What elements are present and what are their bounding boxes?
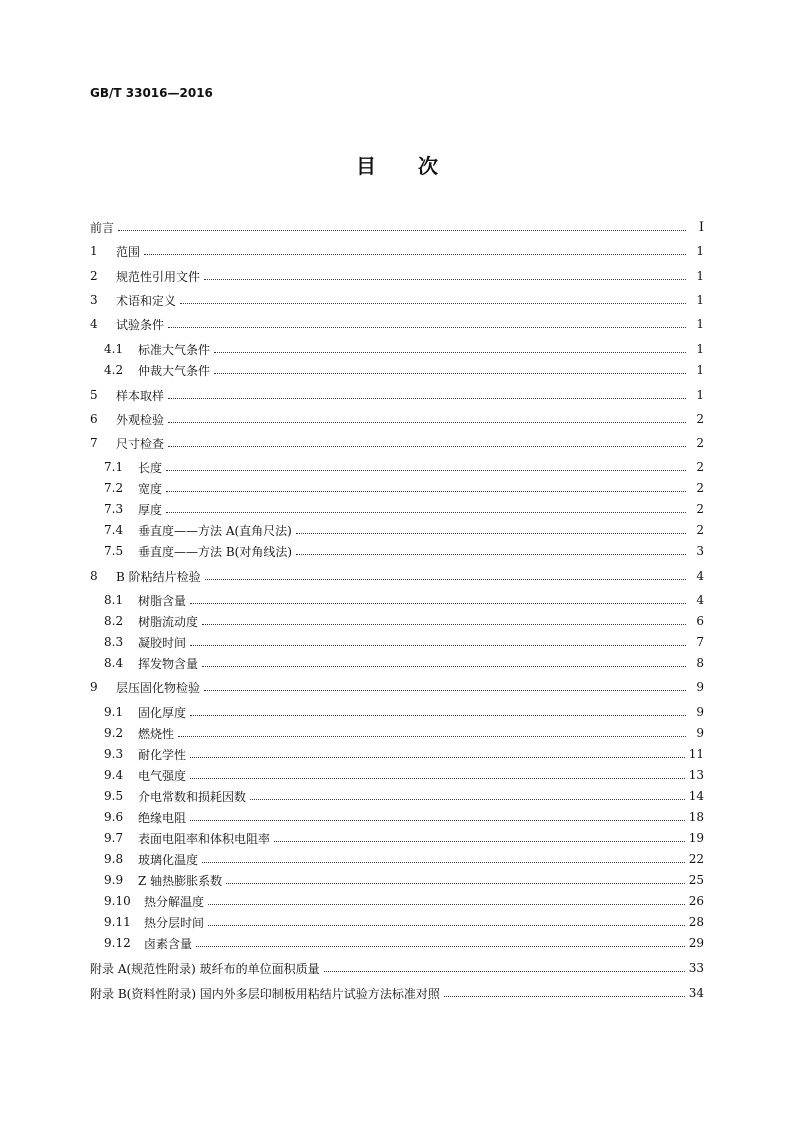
- dot-leader: [190, 777, 685, 779]
- toc-entry-number: 9.5: [104, 789, 124, 803]
- toc-entry[interactable]: [90, 241, 704, 261]
- toc-entry[interactable]: [90, 290, 704, 310]
- toc-entry-page: 2: [696, 460, 704, 474]
- toc-entry-page: 2: [696, 502, 704, 516]
- toc-entry-number: 9.9: [104, 873, 124, 887]
- toc-entry-page: 2: [696, 412, 704, 426]
- toc-entry-page: 18: [688, 810, 704, 824]
- toc-entry-title: 附录 B(资料性附录) 国内外多层印制板用粘结片试验方法标准对照: [90, 986, 440, 1001]
- toc-entry[interactable]: [104, 912, 704, 932]
- toc-entry-page: 1: [696, 363, 704, 377]
- toc-entry-number: 7.2: [104, 481, 124, 495]
- toc-entry[interactable]: [104, 611, 704, 631]
- toc-entry[interactable]: [90, 385, 704, 405]
- toc-entry-page: 2: [696, 481, 704, 495]
- toc-entry-number: 6: [90, 412, 98, 426]
- toc-entry[interactable]: [90, 983, 704, 1003]
- toc-entry-number: 3: [90, 293, 98, 307]
- toc-entry[interactable]: [104, 702, 704, 722]
- dot-leader: [190, 714, 686, 716]
- toc-entry-title: Z 轴热膨胀系数: [138, 873, 223, 888]
- dot-leader: [180, 302, 686, 304]
- toc-entry-page: 22: [688, 852, 704, 866]
- toc-entry-page: 34: [688, 986, 704, 1000]
- dot-leader: [208, 924, 685, 926]
- toc-entry-number: 8.1: [104, 593, 124, 607]
- dot-leader: [166, 490, 686, 492]
- toc-entry-title: 树脂含量: [138, 593, 187, 608]
- dot-leader: [202, 623, 686, 625]
- toc-entry-title: 外观检验: [116, 412, 165, 427]
- toc-entry-title: 尺寸检查: [116, 436, 165, 451]
- dot-leader: [444, 995, 685, 997]
- dot-leader: [214, 372, 686, 374]
- toc-title-part1: 目: [356, 154, 376, 178]
- dot-leader: [166, 469, 686, 471]
- toc-entry[interactable]: [104, 723, 704, 743]
- dot-leader: [118, 229, 686, 231]
- toc-entry-page: 26: [688, 894, 704, 908]
- dot-leader: [226, 882, 685, 884]
- toc-entry[interactable]: [104, 933, 704, 953]
- toc-entry-page: 1: [696, 388, 704, 402]
- toc-entry-title: 层压固化物检验: [116, 680, 201, 695]
- toc-entry-number: 1: [90, 244, 98, 258]
- toc-entry-number: 5: [90, 388, 98, 402]
- toc-entry[interactable]: [90, 409, 704, 429]
- toc-entry[interactable]: [90, 433, 704, 453]
- toc-entry-page: 4: [696, 593, 704, 607]
- toc-entry-title: 固化厚度: [138, 705, 187, 720]
- toc-entry[interactable]: [104, 499, 704, 519]
- toc-entry-title: 玻璃化温度: [138, 852, 199, 867]
- toc-entry[interactable]: [104, 765, 704, 785]
- toc-entry-number: 7: [90, 436, 98, 450]
- toc-entry-title: 介电常数和损耗因数: [138, 789, 247, 804]
- dot-leader: [250, 798, 685, 800]
- toc-entry[interactable]: [104, 849, 704, 869]
- toc-entry[interactable]: [90, 266, 704, 286]
- toc-entry-number: 9.10: [104, 894, 131, 908]
- dot-leader: [204, 278, 686, 280]
- toc-entry-number: 9.2: [104, 726, 124, 740]
- toc-entry-page: 1: [696, 317, 704, 331]
- dot-leader: [214, 351, 686, 353]
- toc-entry-title: 表面电阻率和体积电阻率: [138, 831, 271, 846]
- toc-entry-title: 耐化学性: [138, 747, 187, 762]
- toc-entry[interactable]: [104, 870, 704, 890]
- toc-entry-page: 1: [696, 293, 704, 307]
- dot-leader: [202, 861, 685, 863]
- toc-entry[interactable]: [90, 958, 704, 978]
- toc-entry-page: 28: [688, 915, 704, 929]
- dot-leader: [324, 970, 685, 972]
- dot-leader: [168, 326, 686, 328]
- toc-entry[interactable]: [104, 632, 704, 652]
- toc-entry[interactable]: [104, 744, 704, 764]
- toc-entry-number: 2: [90, 269, 98, 283]
- dot-leader: [190, 819, 685, 821]
- toc-entry-page: 3: [696, 544, 704, 558]
- toc-entry[interactable]: [104, 339, 704, 359]
- toc-entry-title: 绝缘电阻: [138, 810, 187, 825]
- toc-entry-page: Ⅰ: [698, 219, 704, 235]
- toc-entry-page: 11: [688, 747, 704, 761]
- toc-entry-number: 9.3: [104, 747, 124, 761]
- toc-entry-number: 9.4: [104, 768, 124, 782]
- dot-leader: [190, 756, 685, 758]
- toc-entry-number: 9: [90, 680, 98, 694]
- toc-entry-title: 仲裁大气条件: [138, 363, 211, 378]
- dot-leader: [204, 689, 686, 691]
- dot-leader: [208, 903, 685, 905]
- toc-entry-number: 8: [90, 569, 98, 583]
- toc-entry-title: 电气强度: [138, 768, 187, 783]
- toc-entry-title: 挥发物含量: [138, 656, 199, 671]
- toc-entry[interactable]: [90, 566, 704, 586]
- toc-entry-number: 4.1: [104, 342, 124, 356]
- toc-entry-page: 2: [696, 436, 704, 450]
- toc-entry-title: B 阶粘结片检验: [116, 569, 201, 584]
- toc-entry-number: 8.4: [104, 656, 124, 670]
- toc-entry[interactable]: [104, 590, 704, 610]
- dot-leader: [274, 840, 685, 842]
- dot-leader: [144, 253, 686, 255]
- toc-entry-title: 试验条件: [116, 317, 165, 332]
- toc-entry-number: 9.12: [104, 936, 131, 950]
- toc-entry-title: 规范性引用文件: [116, 269, 201, 284]
- standard-id: GB/T 33016—2016: [90, 86, 213, 100]
- dot-leader: [166, 511, 686, 513]
- toc-entry[interactable]: [104, 828, 704, 848]
- toc-entry-page: 6: [696, 614, 704, 628]
- toc-entry-title: 范围: [116, 244, 141, 259]
- toc-entry-page: 33: [688, 961, 704, 975]
- toc-entry[interactable]: [104, 520, 704, 540]
- toc-entry-page: 9: [696, 726, 704, 740]
- dot-leader: [168, 445, 686, 447]
- toc-entry-number: 7.4: [104, 523, 124, 537]
- toc-entry[interactable]: [104, 891, 704, 911]
- toc-entry-page: 8: [696, 656, 704, 670]
- toc-entry-page: 4: [696, 569, 704, 583]
- toc-entry-title: 术语和定义: [116, 293, 177, 308]
- toc-entry-title: 前言: [90, 220, 115, 235]
- toc-entry-title: 样本取样: [116, 388, 165, 403]
- toc-entry[interactable]: [104, 457, 704, 477]
- toc-entry[interactable]: [90, 677, 704, 697]
- toc-entry-page: 2: [696, 523, 704, 537]
- toc-entry-page: 1: [696, 244, 704, 258]
- toc-entry-page: 9: [696, 705, 704, 719]
- dot-leader: [178, 735, 686, 737]
- toc-entry-title: 垂直度——方法 A(直角尺法): [138, 523, 292, 538]
- toc-entry-title: 垂直度——方法 B(对角线法): [138, 544, 292, 559]
- toc-entry-title: 附录 A(规范性附录) 玻纤布的单位面积质量: [90, 961, 320, 976]
- toc-entry[interactable]: [104, 807, 704, 827]
- dot-leader: [168, 421, 686, 423]
- toc-entry-page: 7: [696, 635, 704, 649]
- toc-title-part2: 次: [418, 154, 438, 178]
- dot-leader: [190, 602, 686, 604]
- toc-entry-number: 9.8: [104, 852, 124, 866]
- toc-entry-page: 1: [696, 342, 704, 356]
- toc-entry-page: 9: [696, 680, 704, 694]
- toc-entry-page: 29: [688, 936, 704, 950]
- toc-entry[interactable]: [104, 653, 704, 673]
- dot-leader: [196, 945, 685, 947]
- toc-entry-number: 9.6: [104, 810, 124, 824]
- toc-entry-number: 9.7: [104, 831, 124, 845]
- toc-entry-title: 热分解温度: [144, 894, 205, 909]
- toc-entry-number: 8.3: [104, 635, 124, 649]
- toc-entry-number: 7.3: [104, 502, 124, 516]
- toc-entry-number: 9.11: [104, 915, 131, 929]
- dot-leader: [202, 665, 686, 667]
- dot-leader: [205, 578, 686, 580]
- toc-entry[interactable]: [90, 217, 704, 237]
- toc-entry[interactable]: [104, 478, 704, 498]
- toc-entry-number: 7.1: [104, 460, 124, 474]
- toc-entry-page: 14: [688, 789, 704, 803]
- toc-entry[interactable]: [90, 314, 704, 334]
- toc-entry-title: 树脂流动度: [138, 614, 199, 629]
- toc-entry-number: 4: [90, 317, 98, 331]
- dot-leader: [296, 553, 686, 555]
- toc-entry-title: 燃烧性: [138, 726, 175, 741]
- toc-entry-number: 7.5: [104, 544, 124, 558]
- toc-entry-page: 19: [688, 831, 704, 845]
- dot-leader: [296, 532, 686, 534]
- toc-entry-page: 1: [696, 269, 704, 283]
- dot-leader: [190, 644, 686, 646]
- toc-title: [0, 150, 794, 179]
- toc-entry-page: 25: [688, 873, 704, 887]
- toc-entry-title: 热分层时间: [144, 915, 205, 930]
- toc-entry-title: 卤素含量: [144, 936, 193, 951]
- toc-entry-number: 9.1: [104, 705, 124, 719]
- toc-entry[interactable]: [104, 541, 704, 561]
- dot-leader: [168, 397, 686, 399]
- toc-entry-number: 4.2: [104, 363, 124, 377]
- toc-entry-title: 宽度: [138, 481, 163, 496]
- toc-entry-title: 凝胶时间: [138, 635, 187, 650]
- toc-entry-title: 标准大气条件: [138, 342, 211, 357]
- toc-entry[interactable]: [104, 360, 704, 380]
- toc-entry[interactable]: [104, 786, 704, 806]
- toc-entry-page: 13: [688, 768, 704, 782]
- toc-entry-title: 长度: [138, 460, 163, 475]
- toc-entry-number: 8.2: [104, 614, 124, 628]
- toc-entry-title: 厚度: [138, 502, 163, 517]
